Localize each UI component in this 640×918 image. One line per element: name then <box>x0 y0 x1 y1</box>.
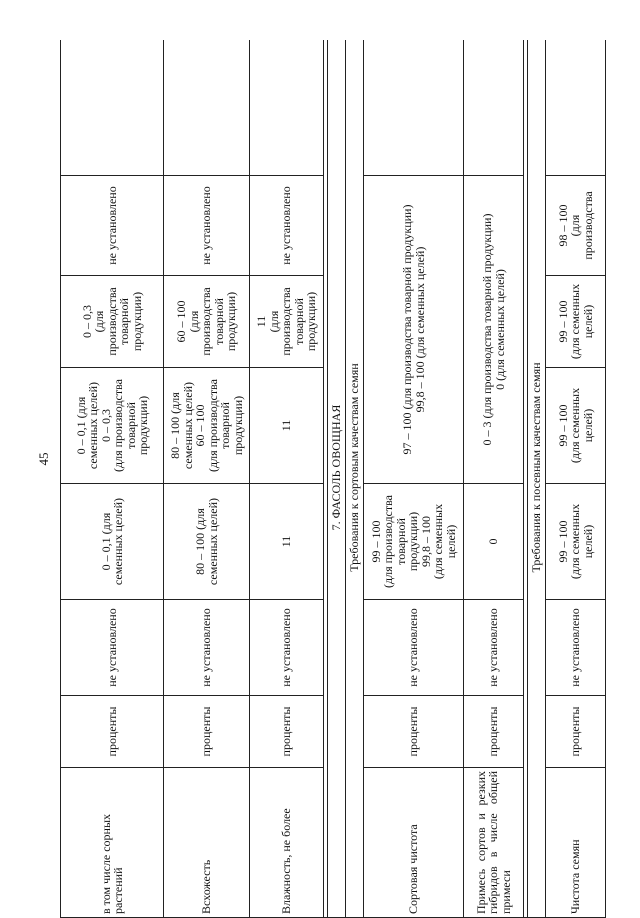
empty-cell <box>164 40 250 176</box>
empty-cell <box>250 40 324 176</box>
value-cell: 11 (для производства товарной продукции) <box>250 276 324 368</box>
value-cell: 11 <box>250 484 324 600</box>
table-row <box>61 40 164 918</box>
unit-cell: проценты <box>164 696 250 768</box>
empty-cell <box>61 40 164 176</box>
value-cell: не установлено <box>164 176 250 276</box>
value-cell: не установлено <box>250 176 324 276</box>
unit-cell: проценты <box>250 696 324 768</box>
section-title: 7. ФАСОЛЬ ОВОЩНАЯ <box>328 40 346 918</box>
value-cell: 11 <box>250 368 324 484</box>
empty-cell <box>464 40 524 176</box>
table-row <box>464 40 524 918</box>
value-cell: 0 <box>464 484 524 600</box>
value-cell: 99 – 100 (для семенных целей) <box>546 276 606 368</box>
table-row <box>546 40 606 918</box>
value-cell: 0 – 0,1 (для семенных целей) <box>61 484 164 600</box>
value-cell: не установлено <box>546 600 606 696</box>
value-cell: 98 – 100 (для производства <box>546 176 606 276</box>
value-cell: 0 – 0,3 (для производства товарной продукции) <box>61 276 164 368</box>
requirements-table <box>60 40 606 918</box>
indicator-name: Сортовая чистота <box>364 768 464 918</box>
merged-value-cell: 97 – 100 (для производства товарной продукции) 99,8 – 100 (для семенных целей) <box>364 176 464 484</box>
merged-value-cell: 0 – 3 (для производства товарной продукции) 0 (для семенных целей) <box>464 176 524 484</box>
unit-cell: проценты <box>546 696 606 768</box>
value-cell: не установлено <box>364 600 464 696</box>
rotated-table-area <box>60 40 638 918</box>
value-cell: 99 – 100 (для семенных целей) <box>546 484 606 600</box>
indicator-name: в том числе сорных растений <box>61 768 164 918</box>
value-cell: не установлено <box>464 600 524 696</box>
page-number: 45 <box>36 452 51 466</box>
value-cell: 60 – 100 (для производства товарной продукции) <box>164 276 250 368</box>
value-cell: не установлено <box>250 600 324 696</box>
varietal-requirements-heading: Требования к сортовым качествам семян <box>346 40 364 918</box>
value-cell: 80 – 100 (для семенных целей) <box>164 484 250 600</box>
unit-cell: проценты <box>364 696 464 768</box>
indicator-name: Примесь сортов и резких гибридов в числе общей примеси <box>464 768 524 918</box>
value-cell: 99 – 100 (для производства товарной продукции) 99,8 – 100 (для семенных целей) <box>364 484 464 600</box>
table-row <box>364 40 464 918</box>
indicator-name: Чистота семян <box>546 768 606 918</box>
table-row <box>528 40 546 918</box>
empty-cell <box>364 40 464 176</box>
table-row <box>250 40 324 918</box>
indicator-name: Всхожесть <box>164 768 250 918</box>
sowing-requirements-heading: Требования к посевным качествам семян <box>528 40 546 918</box>
indicator-name: Влажность, не более <box>250 768 324 918</box>
value-cell: не установлено <box>61 600 164 696</box>
value-cell: не установлено <box>61 176 164 276</box>
unit-cell: проценты <box>464 696 524 768</box>
table-row <box>164 40 250 918</box>
value-cell: не установлено <box>164 600 250 696</box>
table-row <box>346 40 364 918</box>
unit-cell: проценты <box>61 696 164 768</box>
value-cell: 0 – 0,1 (для семенных целей) 0 – 0,3 (для производства товарной продукции) <box>61 368 164 484</box>
value-cell: 99 – 100 (для семенных целей) <box>546 368 606 484</box>
empty-cell <box>546 40 606 176</box>
value-cell: 80 – 100 (для семенных целей) 60 – 100 (для производства товарной продукции) <box>164 368 250 484</box>
table-row <box>328 40 346 918</box>
